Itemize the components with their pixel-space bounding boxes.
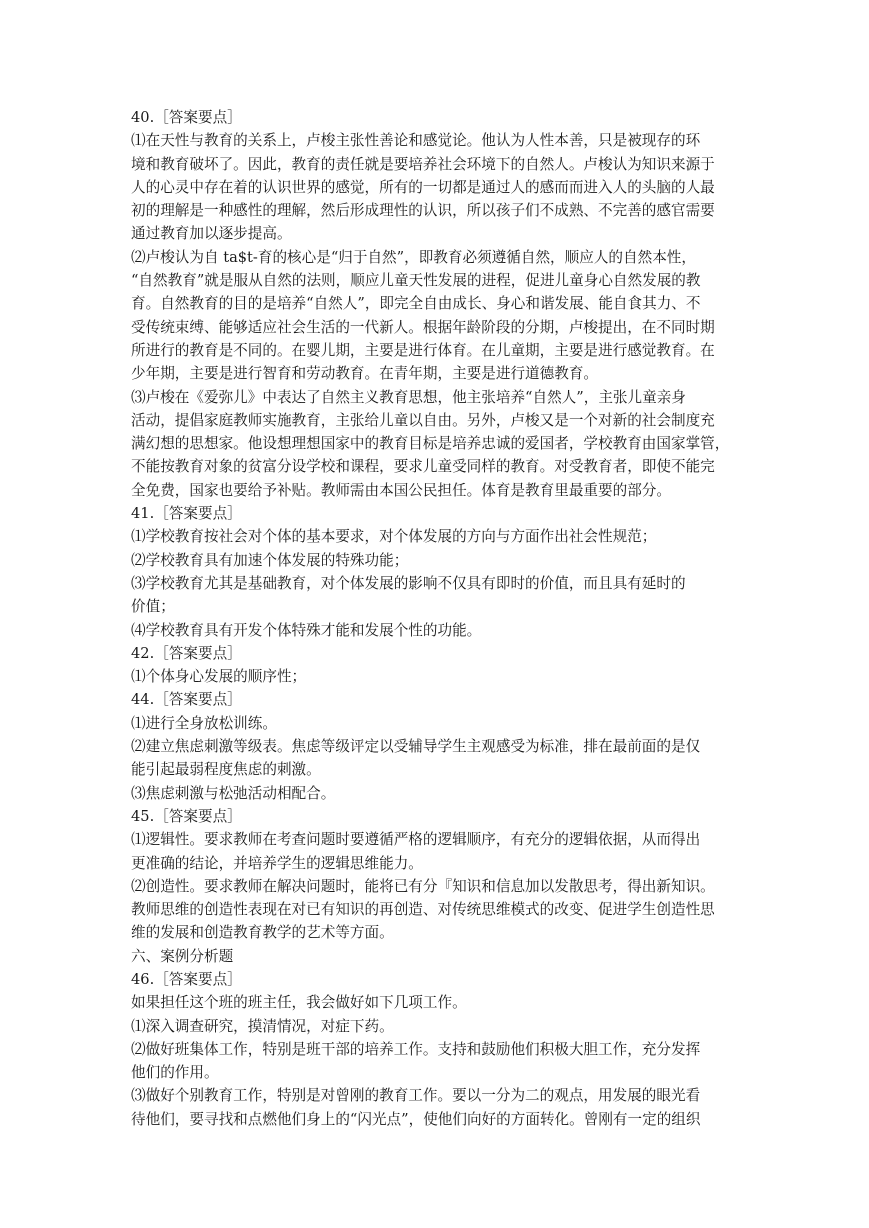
text-line: 少年期，主要是进行智育和劳动教育。在青年期，主要是进行道德教育。 [131,365,599,383]
text-line: ⑶焦虑刺激与松弛活动相配合。 [131,784,336,802]
text-line: 活动，提倡家庭教师实施教育，主张给儿童以自由。另外，卢梭又是一个对新的社会制度充 [131,411,715,429]
text-line: ⑴进行全身放松训练。 [131,714,277,732]
text-line: ⑶卢梭在《爱弥儿》中表达了自然主义教育思想，他主张培养“自然人”，主张儿童亲身 [131,388,686,406]
text-line: ⑶学校教育尤其是基础教育，对个体发展的影响不仅具有即时的价值，而且具有延时的 [131,574,686,592]
text-line: “自然教育”就是服从自然的法则，顺应儿童天性发展的进程，促进儿童身心自然发展的教 [131,272,701,290]
text-line: ⑴在天性与教育的关系上，卢梭主张性善论和感觉论。他认为人性本善，只是被现存的环 [131,132,701,150]
text-line: 44.［答案要点］ [131,691,242,709]
text-line: 更准确的结论，并培养学生的逻辑思维能力。 [131,854,423,872]
text-line: 教师思维的创造性表现在对已有知识的再创造、对传统思维模式的改变、促进学生创造性思 [131,901,715,919]
text-line: ⑵卢梭认为自 ta$t-育的核心是“归于自然”，即教育必须遵循自然，顺应人的自然本性， [131,248,696,266]
text-line: 他们的作用。 [131,1064,219,1082]
text-line: ⑶做好个别教育工作，特别是对曾刚的教育工作。要以一分为二的观点，用发展的眼光看 [131,1087,701,1105]
text-line: 不能按教育对象的贫富分设学校和课程，要求儿童受同样的教育。对受教育者，即使不能完 [131,458,715,476]
text-line: ⑴个体身心发展的顺序性； [131,668,307,686]
document-page [131,106,743,1131]
text-line: ⑷学校教育具有开发个体特殊才能和发展个性的功能。 [131,621,482,639]
text-line: 如果担任这个班的班主任，我会做好如下几项工作。 [131,994,467,1012]
text-line: 人的心灵中存在着的认识世界的感觉，所有的一切都是通过人的感而而进入人的头脑的人最 [131,178,715,196]
text-line: 42.［答案要点］ [131,644,242,662]
text-line: 45.［答案要点］ [131,807,242,825]
text-line: 六、案例分析题 [131,947,234,965]
text-line: 价值； [131,598,175,616]
text-line: 初的理解是一种感性的理解，然后形成理性的认识，所以孩子们不成熟、不完善的感官需要 [131,202,715,220]
text-line: 育。自然教育的目的是培养“自然人”，即完全自由成长、身心和谐发展、能自食其力、不 [131,295,701,313]
text-line: 维的发展和创造教育教学的艺术等方面。 [131,924,394,942]
text-line: 待他们，要寻找和点燃他们身上的“闪光点”，使他们向好的方面转化。曾刚有一定的组织 [131,1110,701,1128]
text-line: 满幻想的思想家。他设想理想国家中的教育目标是培养忠诚的爱国者，学校教育由国家掌管， [131,435,730,453]
text-line: 能引起最弱程度焦虑的刺激。 [131,761,321,779]
text-line: 通过教育加以逐步提高。 [131,225,292,243]
text-line: ⑵建立焦虑刺激等级表。焦虑等级评定以受辅导学生主观感受为标准，排在最前面的是仅 [131,738,701,756]
text-line: 境和教育破坏了。因此，教育的责任就是要培养社会环境下的自然人。卢梭认为知识来源于 [131,155,715,173]
text-line: ⑵做好班集体工作，特别是班干部的培养工作。支持和鼓励他们积极大胆工作，充分发挥 [131,1040,701,1058]
text-line: ⑴逻辑性。要求教师在考查问题时要遵循严格的逻辑顺序，有充分的逻辑依据，从而得出 [131,831,701,849]
text-line: 全免费，国家也要给予补贴。教师需由本国公民担任。体育是教育里最重要的部分。 [131,481,671,499]
text-line: 41.［答案要点］ [131,505,242,523]
text-line: ⑵学校教育具有加速个体发展的特殊功能； [131,551,409,569]
text-line: ⑵创造性。要求教师在解决问题时，能将已有分『知识和信息加以发散思考，得出新知识。 [131,877,715,895]
text-line: 受传统束缚、能够适应社会生活的一代新人。根据年龄阶段的分期，卢梭提出，在不同时期 [131,318,715,336]
text-line: 40.［答案要点］ [131,109,242,126]
text-line: 46.［答案要点］ [131,970,242,988]
text-line: ⑴深入调查研究，摸清情况，对症下药。 [131,1017,394,1035]
text-line: ⑴学校教育按社会对个体的基本要求，对个体发展的方向与方面作出社会性规范； [131,528,657,546]
text-line: 所进行的教育是不同的。在婴儿期，主要是进行体育。在儿童期，主要是进行感觉教育。在 [131,341,715,359]
